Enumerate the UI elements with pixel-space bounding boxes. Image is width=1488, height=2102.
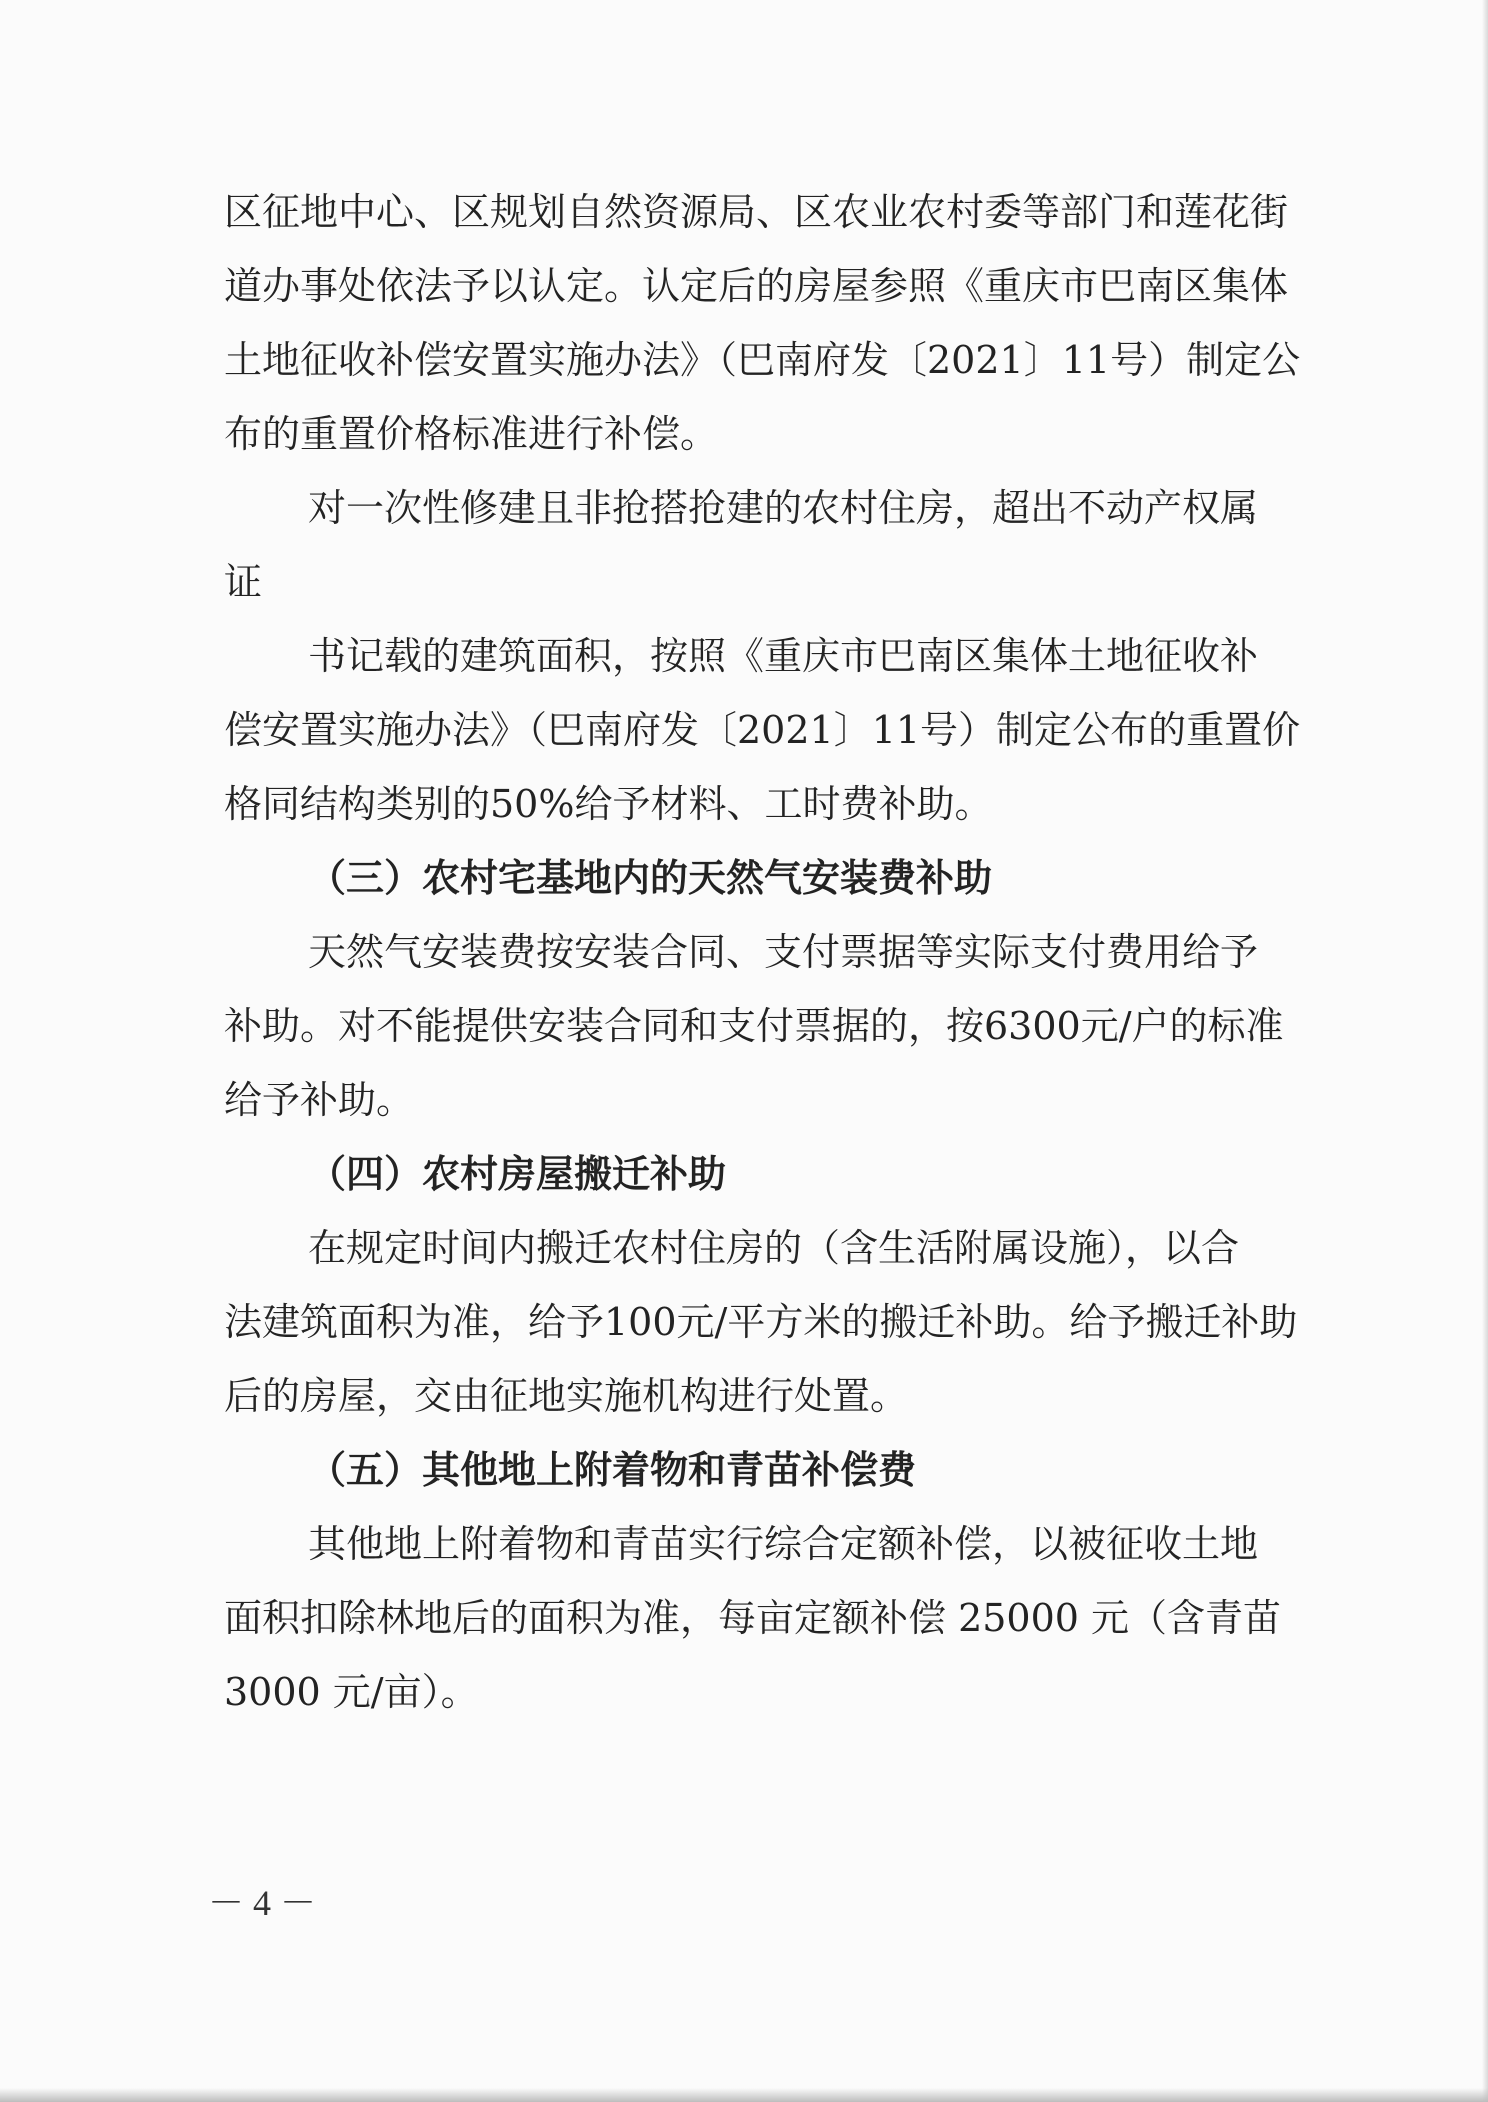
- body-line-3: 土地征收补偿安置实施办法》（巴南府发〔2021〕11号）制定公: [224, 338, 1301, 382]
- body-line-9: 格同结构类别的50%给予材料、工时费补助。: [224, 782, 993, 826]
- body-line-5: 对一次性修建且非抢搭抢建的农村住房，超出不动产权属: [308, 486, 1259, 530]
- section-heading-3: （三）农村宅基地内的天然气安装费补助: [308, 855, 993, 900]
- body-line-19: 其他地上附着物和青苗实行综合定额补偿，以被征收土地: [308, 1522, 1259, 1566]
- body-line-21: 3000 元/亩）。: [224, 1670, 479, 1714]
- body-line-16: 法建筑面积为准，给予100元/平方米的搬迁补助。给予搬迁补助: [224, 1300, 1298, 1344]
- body-line-8: 偿安置实施办法》（巴南府发〔2021〕11号）制定公布的重置价: [224, 708, 1301, 752]
- body-line-4: 布的重置价格标准进行补偿。: [224, 412, 719, 456]
- section-heading-5: （五）其他地上附着物和青苗补偿费: [308, 1447, 917, 1492]
- body-line-15: 在规定时间内搬迁农村住房的（含生活附属设施），以合: [308, 1226, 1240, 1270]
- page-number: － 4 －: [208, 1883, 317, 1923]
- body-line-11: 天然气安装费按安装合同、支付票据等实际支付费用给予: [308, 930, 1259, 974]
- body-line-13: 给予补助。: [224, 1078, 415, 1122]
- body-line-7: 书记载的建筑面积，按照《重庆市巴南区集体土地征收补: [308, 634, 1259, 678]
- body-line-6: 证: [224, 560, 263, 604]
- body-line-2: 道办事处依法予以认定。认定后的房屋参照《重庆市巴南区集体: [224, 264, 1289, 308]
- body-line-1: 区征地中心、区规划自然资源局、区农业农村委等部门和莲花街: [224, 190, 1289, 234]
- section-heading-4: （四）农村房屋搬迁补助: [308, 1151, 727, 1196]
- body-line-12: 补助。对不能提供安装合同和支付票据的，按6300元/户的标准: [224, 1004, 1284, 1048]
- body-line-17: 后的房屋，交由征地实施机构进行处置。: [224, 1374, 909, 1418]
- scan-edge-bottom: [0, 2088, 1488, 2102]
- scan-edge-right: [1482, 0, 1488, 2102]
- body-line-20: 面积扣除林地后的面积为准，每亩定额补偿 25000 元（含青苗: [224, 1596, 1282, 1640]
